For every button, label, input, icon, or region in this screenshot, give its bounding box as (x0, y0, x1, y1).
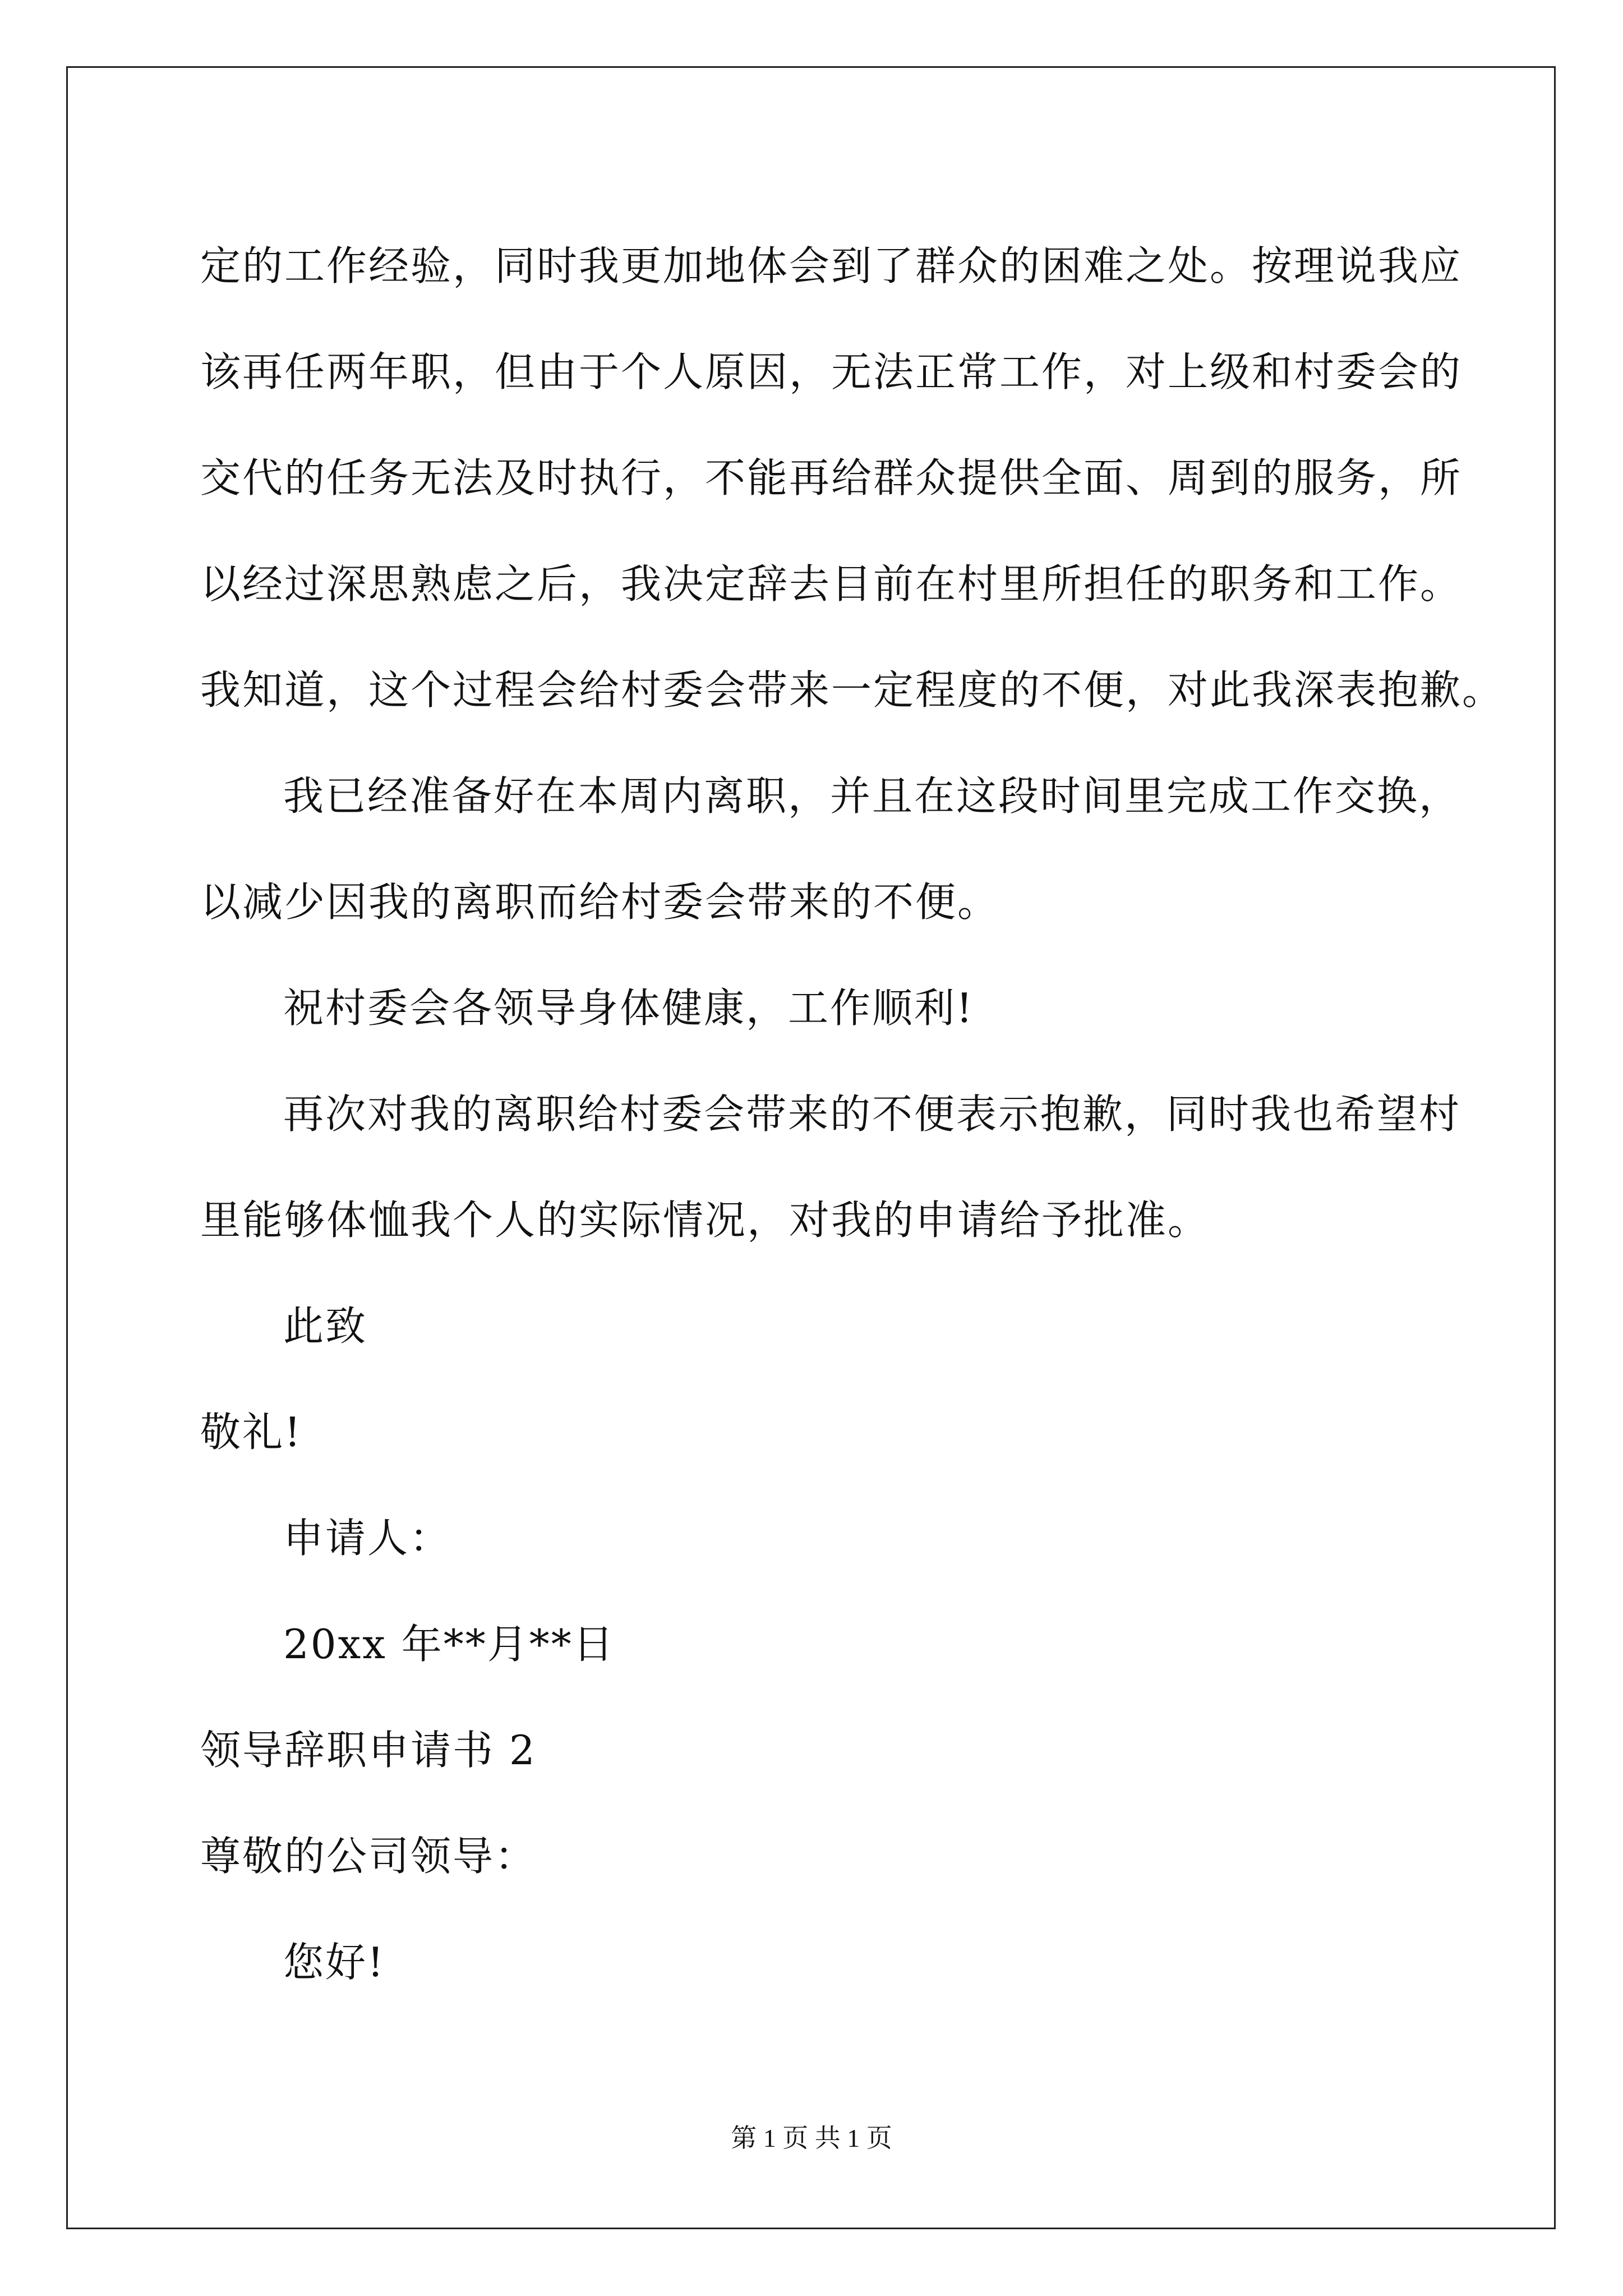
date-line: 20xx 年**月**日 (283, 1621, 615, 1668)
page-footer: 第 1 页 共 1 页 (731, 2124, 892, 2152)
text-line-5: 我知道，这个过程会给村委会带来一定程度的不便，对此我深表抱歉。 (200, 666, 1505, 714)
closing-regards: 敬礼! (200, 1409, 302, 1456)
text-line-10: 里能够体恤我个人的实际情况，对我的申请给予批准。 (200, 1197, 1210, 1244)
text-line-7: 以减少因我的离职而给村委会带来的不便。 (200, 878, 1000, 926)
document-body (200, 213, 1505, 2016)
greeting-recipient: 尊敬的公司领导： (200, 1833, 537, 1880)
text-line-8: 祝村委会各领导身体健康，工作顺利! (283, 984, 974, 1032)
text-line-6: 我已经准备好在本周内离职，并且在这段时间里完成工作交换， (283, 772, 1461, 820)
text-line-9: 再次对我的离职给村委会带来的不便表示抱歉，同时我也希望村 (283, 1091, 1461, 1138)
closing-salutation: 此致 (283, 1303, 368, 1350)
text-line-4: 以经过深思熟虑之后，我决定辞去目前在村里所担任的职务和工作。 (200, 560, 1463, 608)
text-line-2: 该再任两年职，但由于个人原因，无法正常工作，对上级和村委会的 (200, 348, 1463, 395)
applicant-label: 申请人： (283, 1515, 452, 1562)
greeting-hello: 您好! (283, 1939, 385, 1986)
text-line-3: 交代的任务无法及时执行，不能再给群众提供全面、周到的服务，所 (200, 454, 1463, 501)
text-line-1: 定的工作经验，同时我更加地体会到了群众的困难之处。按理说我应 (200, 242, 1463, 289)
section-heading: 领导辞职申请书 2 (200, 1727, 537, 1774)
